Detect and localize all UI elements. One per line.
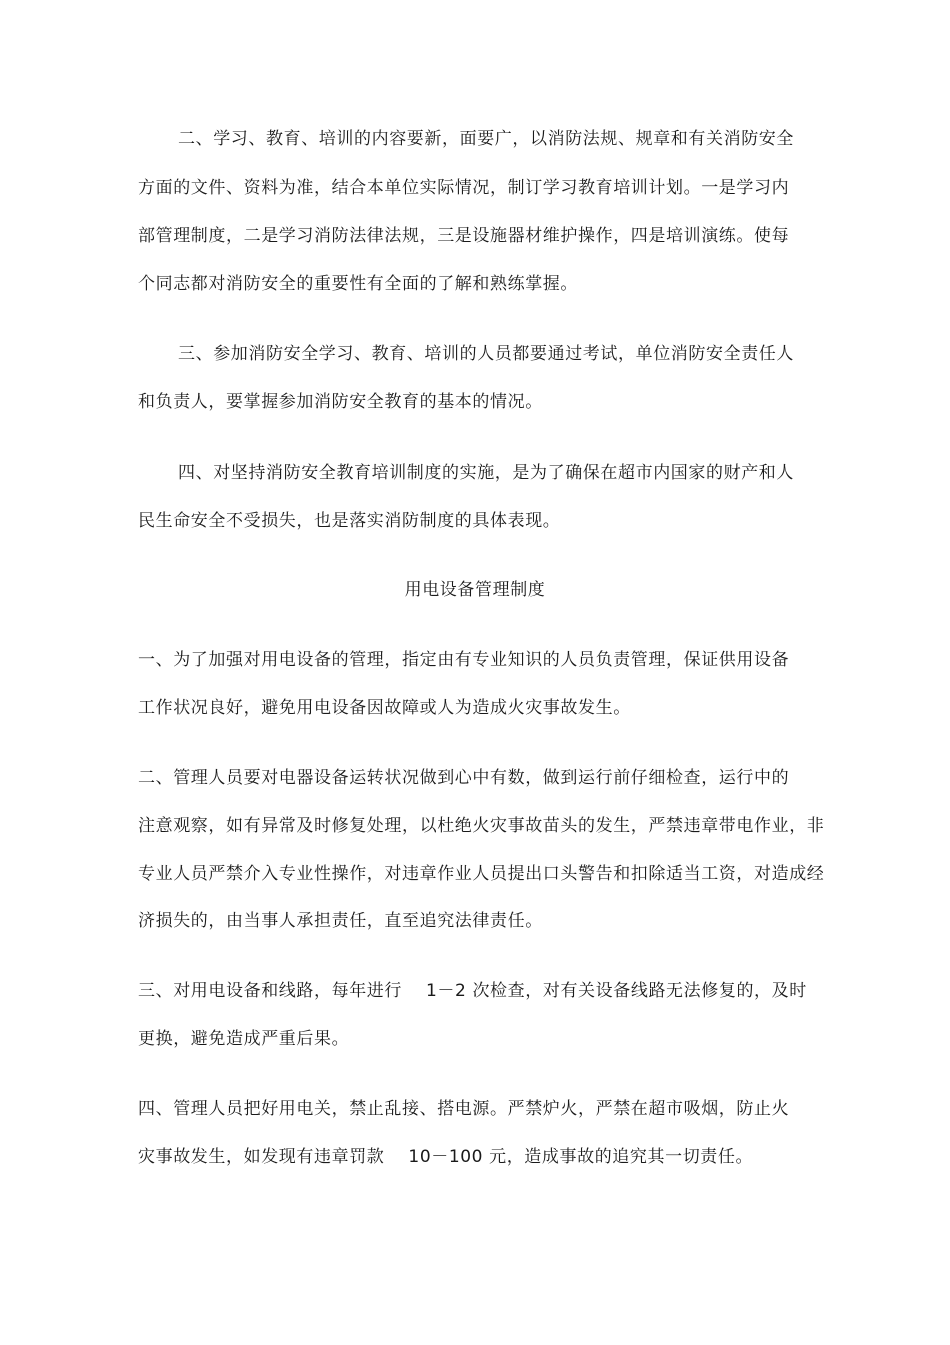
s1-p2-line-4: 个同志都对消防安全的重要性有全面的了解和熟练掌握。 [138, 274, 578, 294]
s1-p4-line-2: 民生命安全不受损失，也是落实消防制度的具体表现。 [138, 511, 561, 531]
s2-p4-line-2: 灾事故发生，如发现有违章罚款 10－100 元，造成事故的追究其一切责任。 [138, 1147, 754, 1167]
s2-p2-line-2: 注意观察，如有异常及时修复处理，以杜绝火灾事故苗头的发生，严禁违章带电作业，非 [138, 816, 825, 836]
s1-p4-line-1: 四、对坚持消防安全教育培训制度的实施，是为了确保在超市内国家的财产和人 [178, 463, 794, 483]
s2-p4-line-1: 四、管理人员把好用电关，禁止乱接、搭电源。严禁炉火，严禁在超市吸烟，防止火 [138, 1099, 790, 1119]
s2-p1-line-2: 工作状况良好，避免用电设备因故障或人为造成火灾事故发生。 [138, 698, 631, 718]
s2-p3-line-1: 三、对用电设备和线路，每年进行 1－2 次检查，对有关设备线路无法修复的，及时 [138, 981, 807, 1001]
s2-p2-line-3: 专业人员严禁介入专业性操作，对违章作业人员提出口头警告和扣除适当工资，对造成经 [138, 864, 825, 884]
s1-p3-line-1: 三、参加消防安全学习、教育、培训的人员都要通过考试，单位消防安全责任人 [178, 344, 794, 364]
section-title: 用电设备管理制度 [404, 580, 546, 600]
s1-p2-line-2: 方面的文件、资料为准，结合本单位实际情况，制订学习教育培训计划。一是学习内 [138, 178, 790, 198]
s2-p3-line-2: 更换，避免造成严重后果。 [138, 1029, 350, 1049]
s1-p2-line-1: 二、学习、教育、培训的内容要新，面要广，以消防法规、规章和有关消防安全 [178, 129, 794, 149]
s2-p1-line-1: 一、为了加强对用电设备的管理，指定由有专业知识的人员负责管理，保证供用设备 [138, 650, 790, 670]
s1-p2-line-3: 部管理制度，二是学习消防法律法规，三是设施器材维护操作，四是培训演练。使每 [138, 226, 790, 246]
s2-p2-line-1: 二、管理人员要对电器设备运转状况做到心中有数，做到运行前仔细检查，运行中的 [138, 768, 790, 788]
s2-p2-line-4: 济损失的，由当事人承担责任，直至追究法律责任。 [138, 911, 543, 931]
s1-p3-line-2: 和负责人，要掌握参加消防安全教育的基本的情况。 [138, 392, 543, 412]
